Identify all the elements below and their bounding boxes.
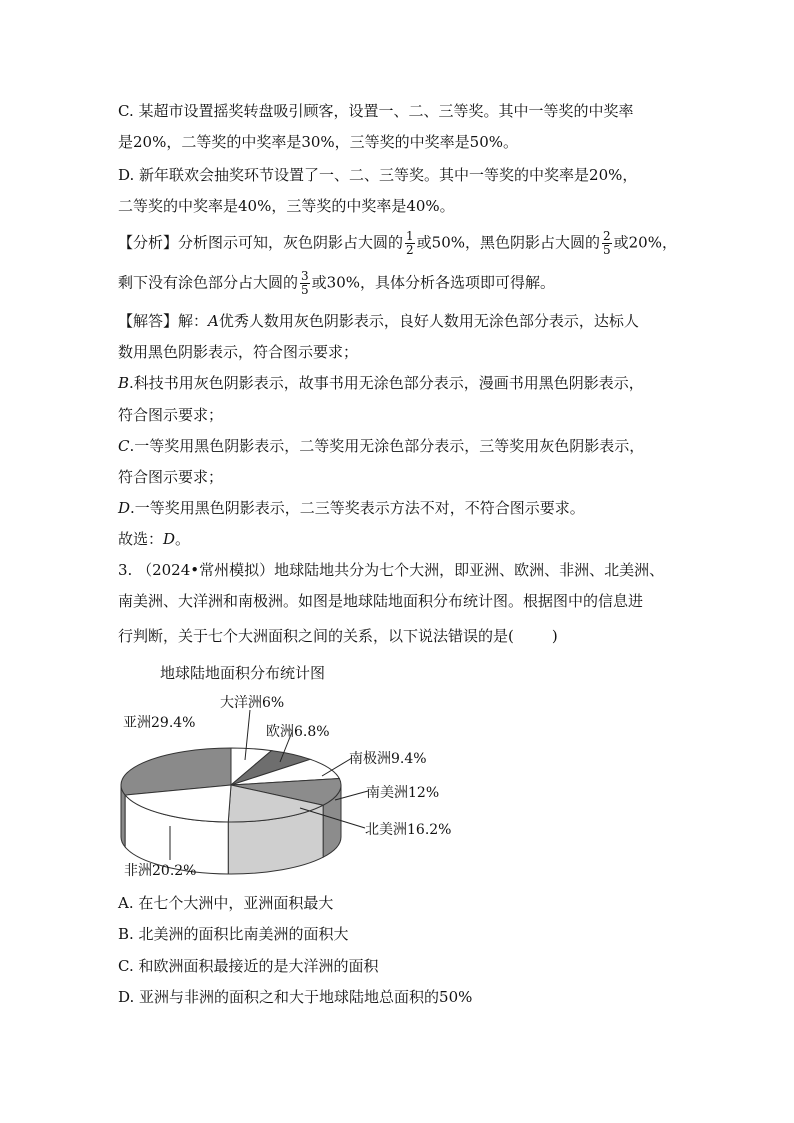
option-d: D. 亚洲与非洲的面积之和大于地球陆地总面积的50%: [118, 988, 473, 1006]
chart-title: 地球陆地面积分布统计图: [160, 664, 326, 682]
option-letter: D: [118, 499, 131, 517]
analysis-text: 或50%，黑色阴影占大圆的: [416, 233, 600, 252]
option-a: A. 在七个大洲中，亚洲面积最大: [118, 894, 334, 912]
option-b: B. 北美洲的面积比南美洲的面积大: [118, 925, 349, 943]
fraction-numerator: 3: [301, 269, 309, 283]
analysis-text: 或20%，: [613, 233, 677, 252]
solution-line6: 符合图示要求；: [118, 468, 224, 486]
slice-label-north-america: 北美洲16.2%: [365, 822, 452, 838]
fraction-numerator: 1: [406, 229, 414, 243]
slice-label-europe: 欧洲6.8%: [266, 724, 330, 740]
question3-line2: 南美洲、大洋洲和南极洲。如图是地球陆地面积分布统计图。根据图中的信息进: [118, 592, 644, 610]
option-c: C. 和欧洲面积最接近的是大洋洲的面积: [118, 957, 379, 975]
analysis-text: 剩下没有涂色部分占大圆的: [118, 273, 299, 292]
solution-text: .一等奖用黑色阴影表示，二等奖用无涂色部分表示，三等奖用灰色阴影表示，: [129, 437, 645, 455]
solution-line2: 数用黑色阴影表示，符合图示要求；: [118, 343, 359, 361]
option-letter: C: [118, 437, 130, 455]
slice-label-south-america: 南美洲12%: [366, 785, 440, 801]
option-c-line1: C. 某超市设置摇奖转盘吸引顾客，设置一、二、三等奖。其中一等奖的中奖率: [118, 102, 634, 120]
solution-heading: 【解答】解：: [118, 312, 209, 330]
fraction-numerator: 2: [603, 229, 611, 243]
option-d-line1: D. 新年联欢会抽奖环节设置了一、二、三等奖。其中一等奖的中奖率是20%，: [118, 166, 638, 184]
option-letter: A: [208, 312, 219, 330]
slice-label-asia: 亚洲29.4%: [123, 715, 196, 731]
question-text: 行判断，关于七个大洲面积之间的关系，以下说法错误的是(: [118, 627, 514, 645]
analysis-text: 或30%，具体分析各选项即可得解。: [311, 273, 555, 292]
solution-text: .科技书用灰色阴影表示，故事书用无涂色部分表示，漫画书用黑色阴影表示，: [129, 374, 644, 392]
solution-text: .一等奖用黑色阴影表示，二三等奖表示方法不对，不符合图示要求。: [130, 499, 585, 517]
question3-line1: 3. （2024•常州模拟）地球陆地共分为七个大洲，即亚洲、欧洲、非洲、北美洲、: [118, 561, 665, 579]
answer-end: 。: [175, 530, 191, 548]
slice-label-africa: 非洲20.2%: [124, 863, 197, 879]
fraction-denominator: 5: [301, 283, 309, 297]
slice-label-oceania: 大洋洲6%: [220, 695, 285, 711]
option-c-line2: 是20%，二等奖的中奖率是30%，三等奖的中奖率是50%。: [118, 133, 519, 151]
option-d-line2: 二等奖的中奖率是40%，三等奖的中奖率是40%。: [118, 197, 455, 215]
solution-line4: 符合图示要求；: [118, 406, 224, 424]
slice-label-antarctica: 南极洲9.4%: [349, 751, 427, 767]
answer-label: 故选：: [118, 530, 164, 548]
question-text: ): [551, 627, 558, 645]
solution-text: 优秀人数用灰色阴影表示，良好人数用无涂色部分表示，达标人: [218, 312, 639, 330]
analysis-text: 【分析】分析图示可知，灰色阴影占大圆的: [118, 233, 404, 252]
option-letter: B: [118, 374, 130, 392]
fraction-denominator: 2: [406, 243, 414, 257]
fraction-denominator: 5: [603, 243, 611, 257]
answer-letter: D: [163, 530, 176, 548]
